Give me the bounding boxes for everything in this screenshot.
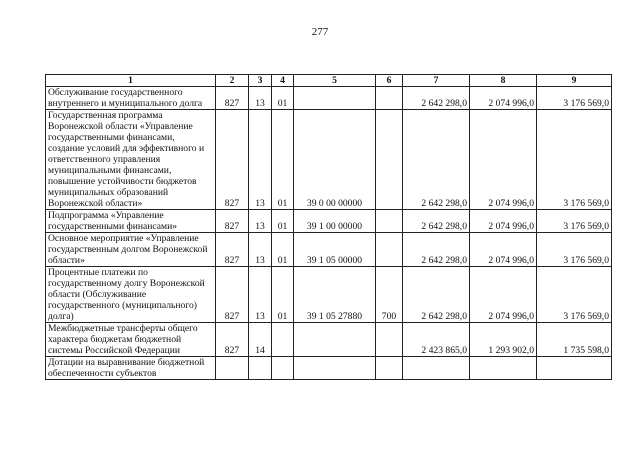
- budget-table: [45, 74, 612, 380]
- empty-cell: [403, 357, 470, 380]
- cell-col2: 827: [216, 110, 249, 210]
- cell-col8: 2 074 996,0: [470, 267, 537, 323]
- cell-col2: 827: [216, 323, 249, 357]
- cell-col9: 3 176 569,0: [537, 210, 612, 233]
- table-row: [46, 87, 612, 110]
- header-row: [46, 75, 612, 87]
- cell-col6: [376, 233, 403, 267]
- cell-col6: [376, 87, 403, 110]
- cell-col6: [376, 110, 403, 210]
- row-name: Государственная программа Воронежской области «Управление государственными финансами, создание условий для эффективного и ответственного управления муниципальными финансами, повышение устойчивости бюджетов муниципальных образований Воронежской области»: [46, 110, 216, 210]
- cell-col5: [294, 323, 376, 357]
- empty-cell: [272, 357, 294, 380]
- cell-col2: 827: [216, 233, 249, 267]
- empty-cell: [537, 357, 612, 380]
- cell-col2: 827: [216, 267, 249, 323]
- cell-col8: 2 074 996,0: [470, 210, 537, 233]
- header-cell: 6: [376, 75, 403, 87]
- cell-col7: 2 642 298,0: [403, 267, 470, 323]
- cell-col5: 39 1 05 00000: [294, 233, 376, 267]
- cell-col8: 2 074 996,0: [470, 110, 537, 210]
- cell-col5: 39 1 00 00000: [294, 210, 376, 233]
- empty-cell: [294, 357, 376, 380]
- cell-col8: 1 293 902,0: [470, 323, 537, 357]
- cell-col9: 3 176 569,0: [537, 233, 612, 267]
- cell-col4: 01: [272, 110, 294, 210]
- cell-col4: 01: [272, 87, 294, 110]
- cell-col2: 827: [216, 210, 249, 233]
- header-cell: 3: [249, 75, 272, 87]
- row-name: Процентные платежи по государственному долгу Воронежской области (Обслуживание государственного (муниципального) долга): [46, 267, 216, 323]
- cell-col6: 700: [376, 267, 403, 323]
- cell-col6: [376, 210, 403, 233]
- cell-col3: 14: [249, 323, 272, 357]
- cell-col7: 2 642 298,0: [403, 87, 470, 110]
- empty-cell: [216, 357, 249, 380]
- row-name: Обслуживание государственного внутреннего и муниципального долга: [46, 87, 216, 110]
- empty-cell: [249, 357, 272, 380]
- cell-col8: 2 074 996,0: [470, 87, 537, 110]
- cell-col4: [272, 323, 294, 357]
- cell-col3: 13: [249, 210, 272, 233]
- table-row: [46, 110, 612, 210]
- table-row-truncated: [46, 357, 612, 380]
- cell-col5: 39 1 05 27880: [294, 267, 376, 323]
- cell-col7: 2 642 298,0: [403, 210, 470, 233]
- cell-col7: 2 423 865,0: [403, 323, 470, 357]
- header-cell: 4: [272, 75, 294, 87]
- empty-cell: [470, 357, 537, 380]
- cell-col7: 2 642 298,0: [403, 233, 470, 267]
- page-number: 277: [311, 26, 329, 38]
- header-cell: 9: [537, 75, 612, 87]
- cell-col2: 827: [216, 87, 249, 110]
- row-name: Дотации на выравнивание бюджетной обеспеченности субъектов: [46, 357, 216, 380]
- cell-col9: 1 735 598,0: [537, 323, 612, 357]
- table-row: [46, 233, 612, 267]
- cell-col7: 2 642 298,0: [403, 110, 470, 210]
- empty-cell: [376, 357, 403, 380]
- cell-col5: [294, 87, 376, 110]
- cell-col4: 01: [272, 267, 294, 323]
- header-cell: 8: [470, 75, 537, 87]
- cell-col3: 13: [249, 233, 272, 267]
- cell-col9: 3 176 569,0: [537, 110, 612, 210]
- cell-col4: 01: [272, 233, 294, 267]
- cell-col8: 2 074 996,0: [470, 233, 537, 267]
- header-cell: 5: [294, 75, 376, 87]
- cell-col6: [376, 323, 403, 357]
- header-cell: 2: [216, 75, 249, 87]
- cell-col3: 13: [249, 267, 272, 323]
- cell-col4: 01: [272, 210, 294, 233]
- row-name: Подпрограмма «Управление государственными финансами»: [46, 210, 216, 233]
- row-name: Основное мероприятие «Управление государственным долгом Воронежской области»: [46, 233, 216, 267]
- cell-col5: 39 0 00 00000: [294, 110, 376, 210]
- row-name: Межбюджетные трансферты общего характера бюджетам бюджетной системы Российской Федерации: [46, 323, 216, 357]
- cell-col3: 13: [249, 110, 272, 210]
- cell-col9: 3 176 569,0: [537, 87, 612, 110]
- table-row: [46, 267, 612, 323]
- table-row: [46, 210, 612, 233]
- cell-col3: 13: [249, 87, 272, 110]
- header-cell: 7: [403, 75, 470, 87]
- cell-col9: 3 176 569,0: [537, 267, 612, 323]
- table-row: [46, 323, 612, 357]
- header-cell: 1: [46, 75, 216, 87]
